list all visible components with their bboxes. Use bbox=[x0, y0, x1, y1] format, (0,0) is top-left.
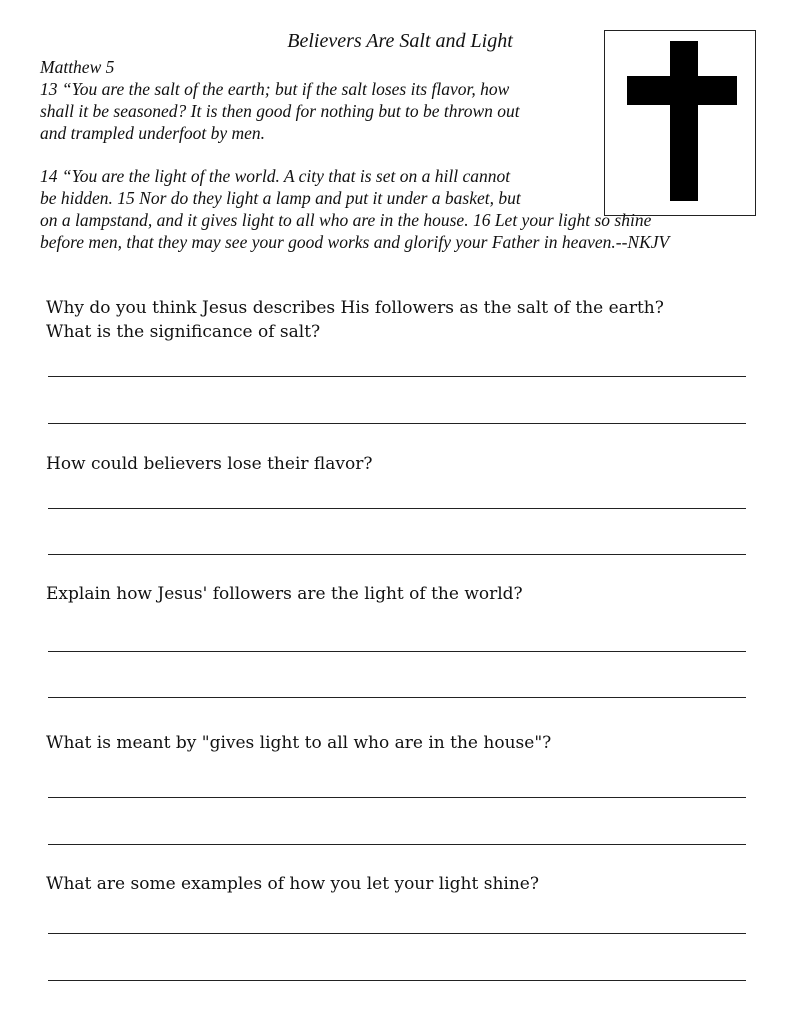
question-text: What are some examples of how you let your light shine? bbox=[46, 874, 539, 894]
answer-line[interactable] bbox=[48, 933, 746, 934]
question-text: What is the significance of salt? bbox=[46, 322, 321, 342]
answer-line[interactable] bbox=[48, 651, 746, 652]
passage-line: on a lampstand, and it gives light to all who are in the house. 16 Let your light so shine bbox=[40, 210, 652, 230]
answer-line[interactable] bbox=[48, 980, 746, 981]
question-5 bbox=[46, 872, 746, 896]
question-text: Why do you think Jesus describes His followers as the salt of the earth? bbox=[46, 298, 664, 318]
answer-line[interactable] bbox=[48, 554, 746, 555]
answer-line[interactable] bbox=[48, 844, 746, 845]
passage-reference: Matthew 5 bbox=[40, 57, 115, 77]
passage-line: shall it be seasoned? It is then good for nothing but to be thrown out bbox=[40, 101, 520, 121]
question-text: What is meant by "gives light to all who are in the house"? bbox=[46, 733, 552, 753]
answer-line[interactable] bbox=[48, 376, 746, 377]
passage-line: and trampled underfoot by men. bbox=[40, 123, 266, 143]
passage-line: 13 “You are the salt of the earth; but if the salt loses its flavor, how bbox=[40, 79, 510, 99]
scripture-passage bbox=[40, 56, 770, 253]
page-title: Believers Are Salt and Light bbox=[287, 30, 513, 52]
answer-line[interactable] bbox=[48, 697, 746, 698]
question-3 bbox=[46, 582, 746, 606]
passage-line: 14 “You are the light of the world. A city that is set on a hill cannot bbox=[40, 166, 511, 186]
passage-line: be hidden. 15 Nor do they light a lamp and put it under a basket, but bbox=[40, 188, 521, 208]
question-4 bbox=[46, 731, 746, 755]
question-2 bbox=[46, 452, 746, 476]
answer-line[interactable] bbox=[48, 797, 746, 798]
passage-line: before men, that they may see your good works and glorify your Father in heaven.--NKJV bbox=[40, 232, 670, 252]
question-text: How could believers lose their flavor? bbox=[46, 454, 373, 474]
question-text: Explain how Jesus' followers are the light of the world? bbox=[46, 584, 523, 604]
question-1 bbox=[46, 296, 746, 344]
answer-line[interactable] bbox=[48, 423, 746, 424]
answer-line[interactable] bbox=[48, 508, 746, 509]
